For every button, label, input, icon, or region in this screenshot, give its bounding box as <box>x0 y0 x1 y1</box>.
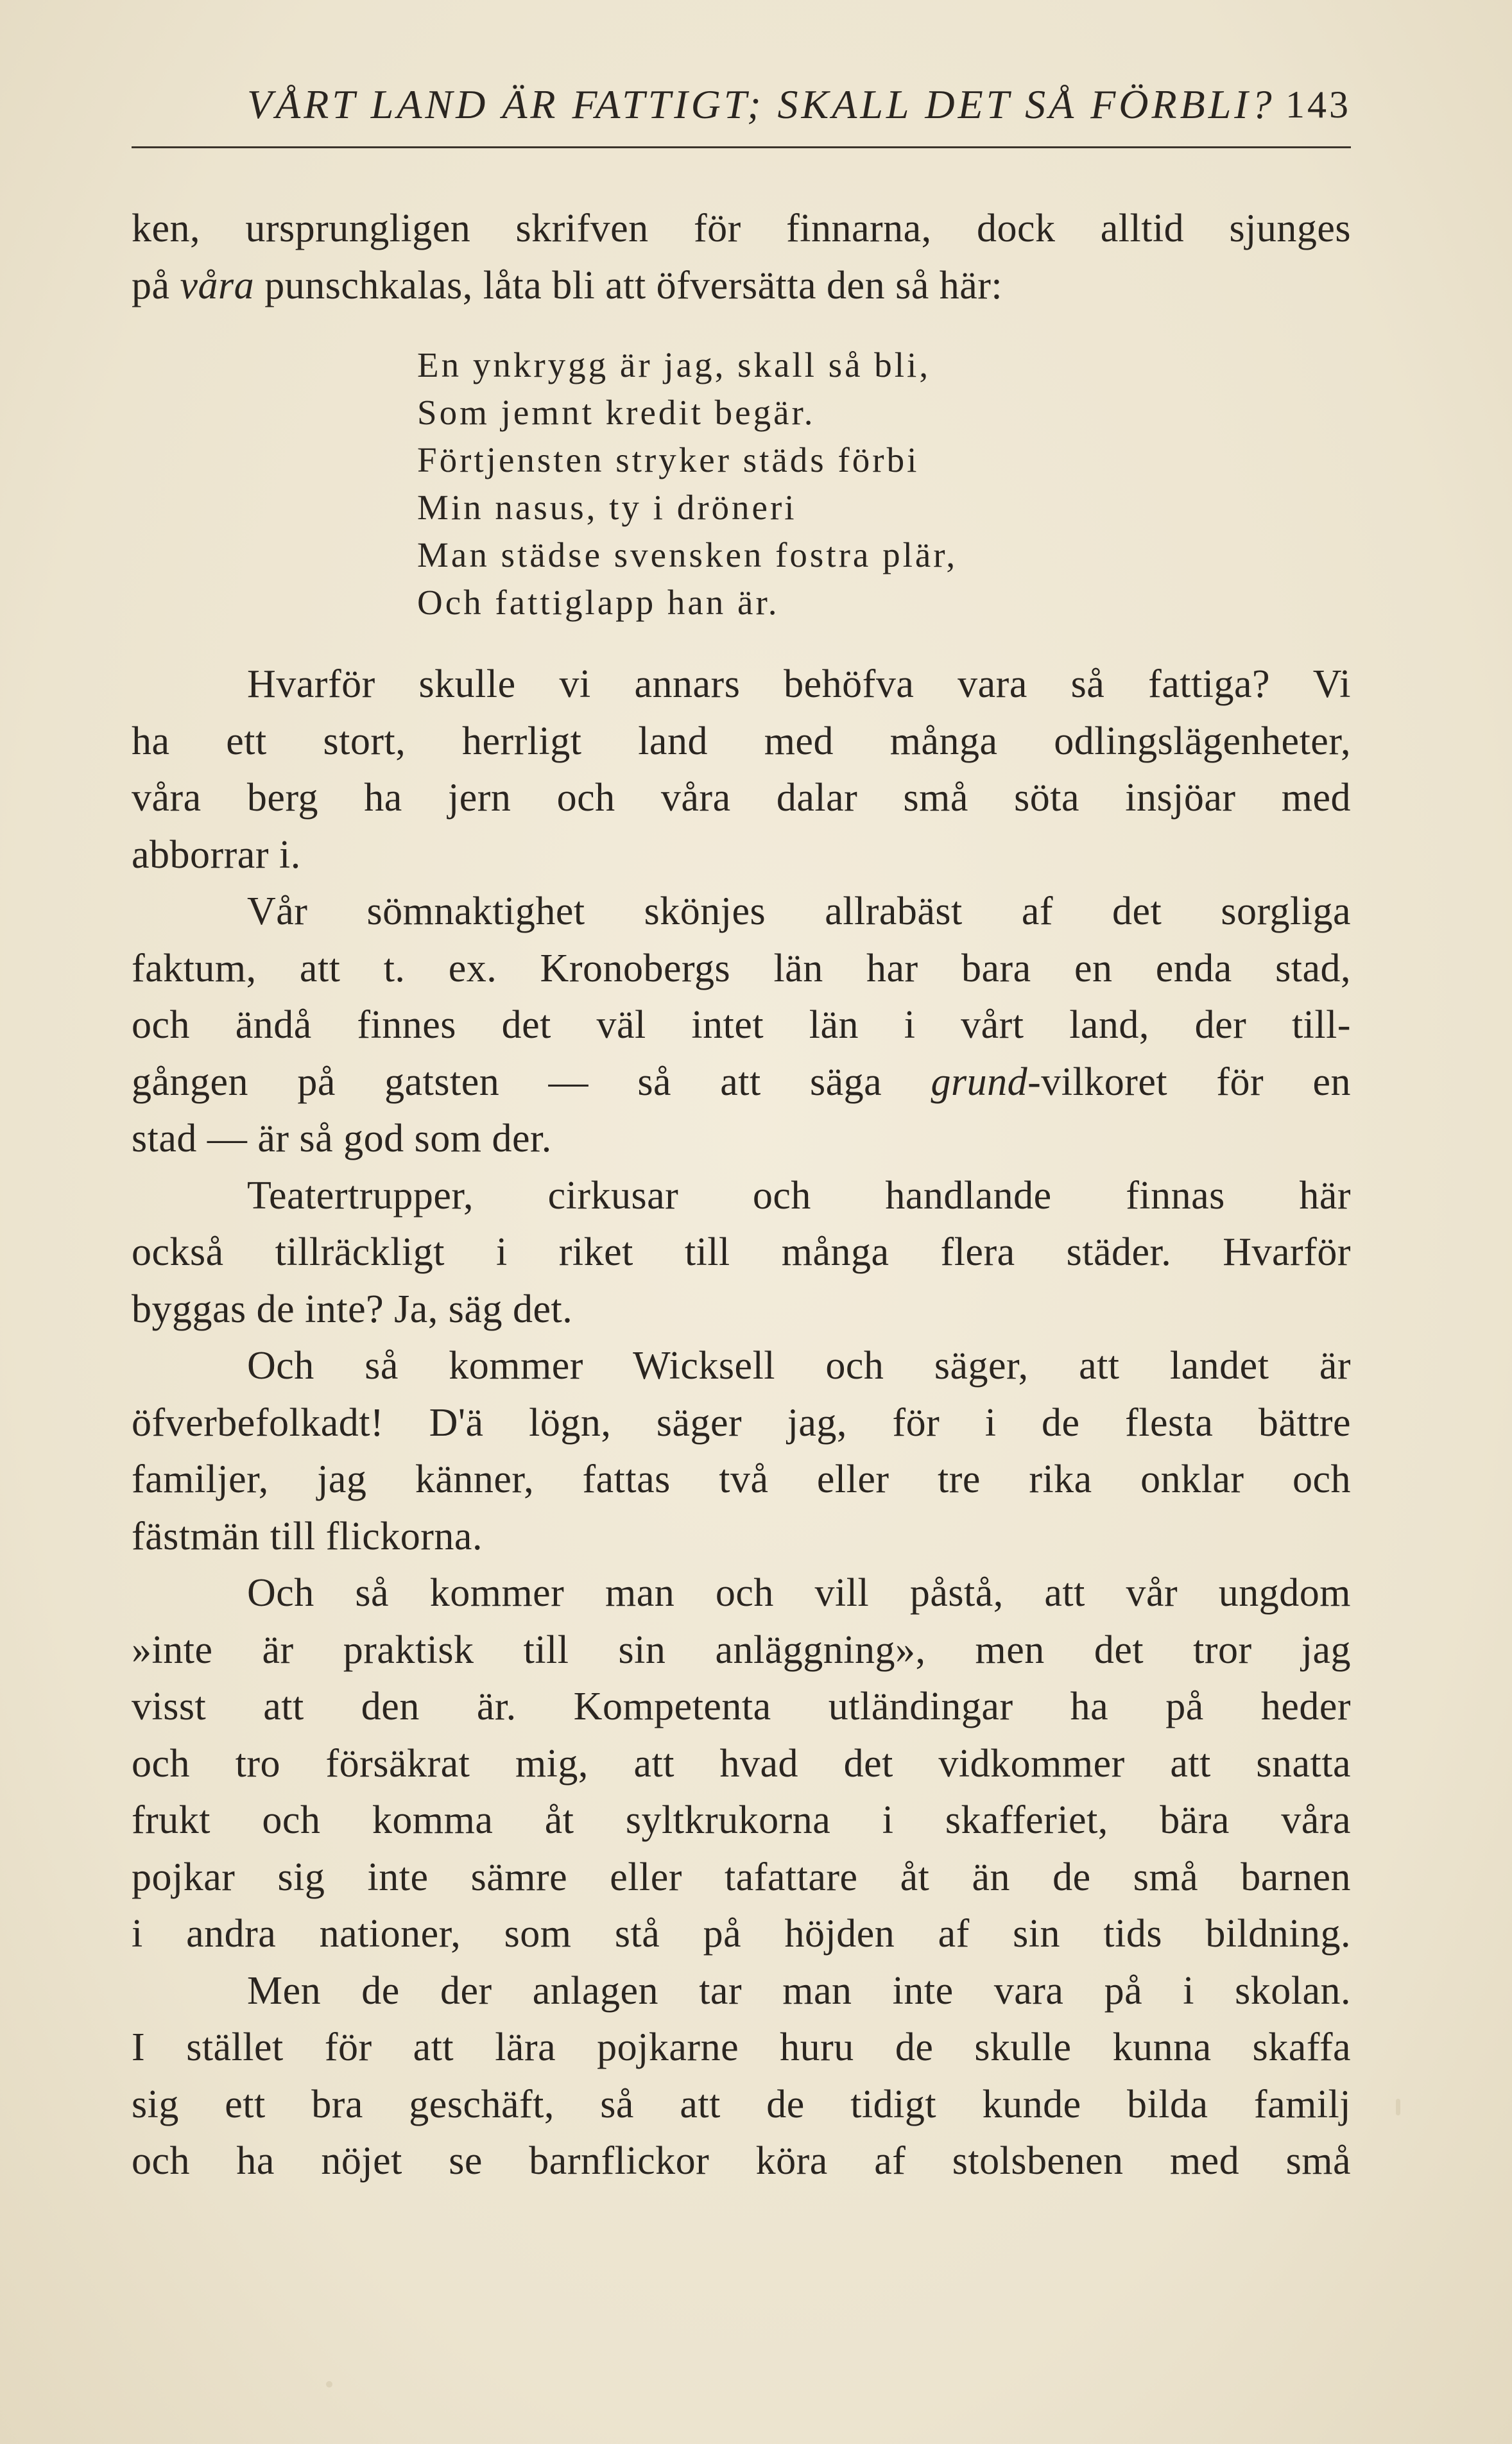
text-line <box>132 1395 1351 1452</box>
text-run: stad — är så god som der. <box>132 1117 552 1160</box>
verse-line: Som jemnt kredit begär. <box>417 393 816 432</box>
text-run: på <box>132 263 180 307</box>
verse-line: En ynkrygg är jag, skall så bli, <box>417 345 931 384</box>
text-line <box>132 1451 1351 1508</box>
running-head <box>132 76 1351 133</box>
verse-line: Min nasus, ty i dröneri <box>417 488 797 527</box>
text-line <box>132 713 1351 770</box>
text-run: familjer, jag känner, fattas två eller tre rika onklar och <box>132 1458 1351 1501</box>
text-run: -vilkoret för en <box>1027 1060 1352 1104</box>
text-line <box>132 656 1351 713</box>
text-line <box>132 1338 1351 1395</box>
text-run: frukt och komma åt syltkrukorna i skafferiet, bära våra <box>132 1798 1351 1842</box>
emphasis: våra <box>180 263 255 307</box>
running-title: VÅRT LAND ÄR FATTIGT; SKALL DET SÅ FÖRBLI? <box>247 82 1275 127</box>
intro-paragraph <box>132 200 1351 314</box>
text-run: faktum, att t. ex. Kronobergs län har bara en enda stad, <box>132 946 1351 990</box>
text-line <box>132 200 1351 257</box>
text-line <box>132 1224 1351 1281</box>
verse-line: Och fattiglapp han är. <box>417 583 780 622</box>
text-run: och tro försäkrat mig, att hvad det vidkommer att snatta <box>132 1741 1351 1786</box>
text-run: i andra nationer, som stå på höjden af sin tids bildning. <box>132 1912 1351 1956</box>
text-run: ken, ursprungligen skrifven för finnarna, dock alltid sjunges <box>132 207 1351 250</box>
text-run: I stället för att lära pojkarne huru de skulle kunna skaffa <box>132 2026 1351 2069</box>
text-line <box>132 883 1351 940</box>
text-run: Men de der anlagen tar man inte vara på i skolan. <box>247 1968 1351 2013</box>
text-line <box>132 1678 1351 1735</box>
text-line <box>132 770 1351 827</box>
verse-line: Man städse svensken fostra plär, <box>417 535 958 574</box>
paper-speckle <box>326 2381 332 2388</box>
emphasis: grund <box>931 1060 1028 1104</box>
text-line <box>132 1622 1351 1679</box>
text-run: våra berg ha jern och våra dalar små söta insjöar med <box>132 776 1351 820</box>
text-line <box>132 2133 1351 2190</box>
text-run: byggas de inte? Ja, säg det. <box>132 1287 573 1331</box>
text-line <box>132 1565 1351 1622</box>
text-line <box>132 1167 1351 1225</box>
text-line <box>132 940 1351 997</box>
text-run: Hvarför skulle vi annars behöfva vara så fattiga? Vi <box>247 662 1351 706</box>
text-line <box>132 2076 1351 2133</box>
verse-line: Förtjensten stryker städs förbi <box>417 440 920 479</box>
text-run: pojkar sig inte sämre eller tafattare åt än de små barnen <box>132 1855 1351 1899</box>
text-line <box>132 1792 1351 1849</box>
text-line <box>132 2019 1351 2076</box>
text-run: och ändå finnes det väl intet län i vårt land, der till- <box>132 1003 1351 1047</box>
text-line <box>132 1735 1351 1793</box>
text-run: öfverbefolkadt! D'ä lögn, säger jag, för i de flesta bättre <box>132 1400 1351 1445</box>
text-run: abborrar i. <box>132 832 301 877</box>
header-rule <box>132 146 1351 148</box>
text-run: och ha nöjet se barnflickor köra af stolsbenen med små <box>132 2139 1351 2183</box>
text-line <box>132 997 1351 1054</box>
page-number: 143 <box>1285 83 1351 126</box>
text-line <box>132 1963 1351 2020</box>
text-line <box>132 1110 1351 1167</box>
text-line <box>132 827 1351 884</box>
text-line <box>132 1849 1351 1906</box>
text-line <box>132 1906 1351 1963</box>
paper-speckle <box>1396 2099 1400 2115</box>
text-run: Teatertrupper, cirkusar och handlande finnas här <box>247 1173 1351 1218</box>
text-line <box>132 1508 1351 1565</box>
text-run: ha ett stort, herrligt land med många odlingslägenheter, <box>132 719 1351 763</box>
verse-stanza <box>417 341 958 626</box>
text-run: Och så kommer man och vill påstå, att vår ungdom <box>247 1571 1351 1615</box>
text-run: sig ett bra geschäft, så att de tidigt kunde bilda familj <box>132 2082 1351 2126</box>
text-line <box>132 257 1351 314</box>
text-run: fästmän till flickorna. <box>132 1514 483 1558</box>
text-run: Vår sömnaktighet skönjes allrabäst af det sorgliga <box>247 890 1351 933</box>
text-run: visst att den är. Kompetenta utländingar ha på heder <box>132 1685 1351 1728</box>
text-run: »inte är praktisk till sin anläggning», men det tror jag <box>132 1628 1351 1672</box>
text-run: också tillräckligt i riket till många flera städer. Hvarför <box>132 1230 1351 1274</box>
text-run: Och så kommer Wicksell och säger, att landet är <box>247 1344 1351 1388</box>
text-run: gången på gatsten — så att säga <box>132 1060 931 1104</box>
text-run: punschkalas, låta bli att öfversätta den så här: <box>254 263 1003 307</box>
body-text <box>132 656 1351 2190</box>
text-line <box>132 1054 1351 1111</box>
text-line <box>132 1281 1351 1338</box>
